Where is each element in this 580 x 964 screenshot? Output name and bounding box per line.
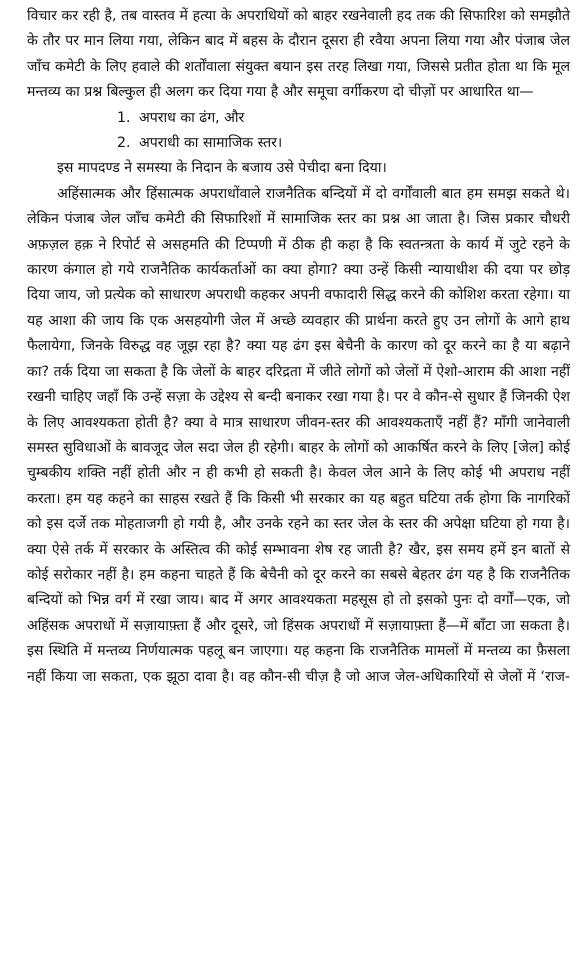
list-item-2 <box>27 131 570 156</box>
paragraph-1: विचार कर रही है, तब वास्तव में हत्या के अपराधियों को बाहर रखनेवाली हद तक की सिफारिश को समझौते के तौर पर मान लिया गया, लेकिन बाद में बहस के दौरान दूसरा ही रवैया अपना लिया गया और पंजाब जेल जाँच कमेटी के लिए हवाले की शर्तोंवाला संयुक्त बयान इस तरह लिखा गया, जिससे प्रतीत होता था कि मूल मन्तव्य का प्रश्न बिल्कुल ही अलग कर दिया गया है और समूचा वर्गीकरण दो चीज़ों पर आधारित था— <box>27 8 570 101</box>
list-item-1-number: 1. <box>117 109 131 126</box>
list-item-1 <box>27 106 570 131</box>
paragraph-3: अहिंसात्मक और हिंसात्मक अपराधोंवाले राजनैतिक बन्दियों में दो वर्गोंवाली बात हम समझ सकते थे। लेकिन पंजाब जेल जाँच कमेटी की सिफारिशों में सामाजिक स्तर का प्रश्न आ जाता है। जिस प्रकार चौधरी अफ़ज़ल हक़ ने रिपोर्ट से असहमति की टिप्पणी में ठीक ही कहा है कि स्वतन्त्रता के कार्य में जुटे रहने के कारण कंगाल हो गये राजनैतिक कार्यकर्ताओं का क्या होगा? क्या उन्हें किसी न्यायाधीश की दया पर छोड़ दिया जाय, जो प्रत्येक को साधारण अपराधी कहकर अपनी वफादारी सिद्ध करने की कोशिश करता रहेगा। या यह आशा की जाय कि एक असहयोगी जेल में अच्छे व्यवहार की प्रार्थना करते हुए उन लोगों के आगे हाथ फैलायेगा, जिनके विरुद्ध वह जूझ रहा है? क्या यह ढंग इस बेचैनी के कारण को दूर करने का है या बढ़ाने का? तर्क दिया जा सकता है कि जेलों के बाहर दरिद्रता में जीते लोगों को जेलों में ऐशो-आराम की आशा नहीं रखनी चाहिए जहाँ कि उन्हें सज़ा के उद्देश्य से बन्दी बनाकर रखा गया है। पर वे कौन-से सुधार हैं जिनकी ऐश के लिए आवश्यकता होती है? क्या वे मात्र साधारण जीवन-स्तर की आवश्यकताएँ नहीं हैं? माँगी जानेवाली समस्त सुविधाओं के बावजूद जेल सदा जेल ही रहेगी। बाहर के लोगों को आकर्षित करने के लिए [जेल] कोई चुम्बकीय शक्ति नहीं होती और न ही कभी हो सकती है। केवल जेल आने के लिए कोई भी अपराध नहीं करता। हम यह कहने का साहस रखते हैं कि किसी भी सरकार का यह बहुत घटिया तर्क होगा कि नागरिकों को इस दर्जे तक मोहताजगी हो गयी है, और उनके रहने का स्तर जेल के स्तर की अपेक्षा घटिया हो गया है। क्या ऐसे तर्क में सरकार के अस्तित्व की कोई सम्भावना शेष रह जाती है? खैर, इस समय हमें इन बातों से कोई सरोकार नहीं है। हम कहना चाहते हैं कि बेचैनी को दूर करने का सबसे बेहतर ढंग यह है कि राजनैतिक बन्दियों को भिन्न वर्ग में रखा जाय। बाद में अगर आवश्यकता महसूस हो तो इसको पुनः दो वर्गों—एक, जो अहिंसक अपराधों में सज़ायाफ़्ता हैं और दूसरे, जो हिंसक अपराधों में सज़ायाफ़्ता हैं—में बाँटा जा सकता है। इस स्थिति में मन्तव्य निर्णयात्मक पहलू बन जाएगा। यह कहना कि राजनैतिक मामलों में मन्तव्य का फ़ैसला नहीं किया जा सकता, एक झूठा दावा है। वह कौन-सी चीज़ है जो आज जेल-अधिकारियों से जेलों में ‘राज- <box>27 185 570 685</box>
criteria-list <box>27 106 570 157</box>
paragraph-2: इस मापदण्ड ने समस्या के निदान के बजाय उसे पेचीदा बना दिया। <box>57 160 387 177</box>
list-item-2-text: अपराधी का सामाजिक स्तर। <box>139 135 283 152</box>
list-item-1-text: अपराध का ढंग, और <box>139 109 245 126</box>
list-item-2-number: 2. <box>117 135 131 152</box>
